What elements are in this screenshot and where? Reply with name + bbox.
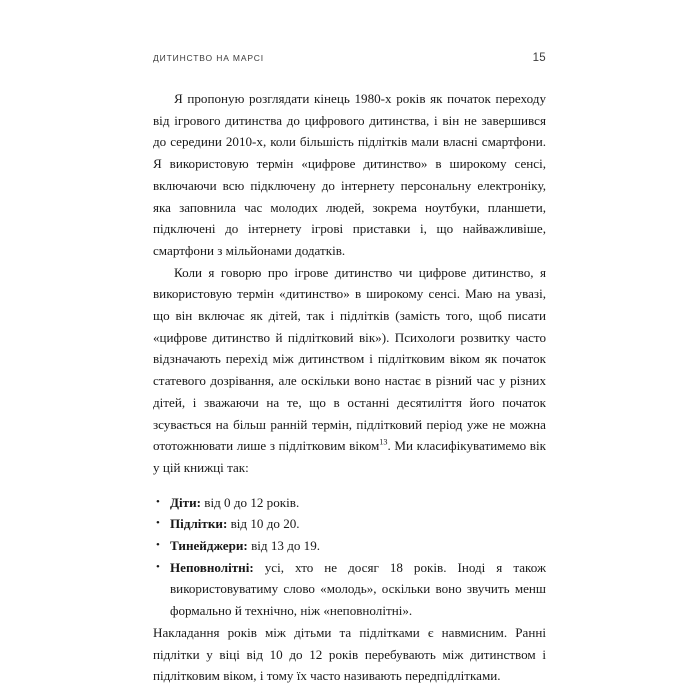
list-item-definition: усі, хто не досяг 18 років. Іноді я також використовуватиму слово «молодь», оскільки воно звучить менш формально й технічно, ніж «неповнолітні». (170, 559, 546, 619)
running-head (153, 52, 546, 64)
chapter-title: ДИТИНСТВО НА МАРСІ (153, 53, 265, 63)
list-item (153, 535, 546, 557)
list-item (153, 513, 546, 535)
list-item-term: Підлітки: (170, 516, 228, 532)
list-item-definition: від 13 до 19. (247, 538, 321, 554)
list-item-definition: від 10 до 20. (227, 516, 300, 532)
paragraph-1: Я пропоную розглядати кінець 1980-х років як початок переходу від ігрового дитинства до цифрового дитинства, і він не завершився до середини 2010-х, коли більшість підлітків мали власні смартфони. Я використовую термін «цифрове дитинство» в широкому сенсі, включаючи всю підключену до інтернету персональну електроніку, яка заповнила час молодих людей, зокрема ноутбуки, планшети, підключені до інтернету ігрові приставки і, що найважливіше, смартфони з мільйонами додатків. (153, 91, 546, 258)
paragraph-2-text-before-footnote: Коли я говорю про ігрове дитинство чи цифрове дитинство, я використовую термін «дитинство» в широкому сенсі. Маю на увазі, що він включає як дітей, так і підлітків (замість того, щоб писати «цифрове дитинство й підлітковий вік»). Психологи розвитку часто відзначають перехід між дитинством і підлітковим віком як початок статевого дозрівання, але оскільки воно настає в різний час у різних дітей, і зважаючи на те, що в останні десятиліття його початок зсувається на більш ранній термін, підлітковий період уже не можна ототожнювати лише з підлітковим віком (153, 264, 546, 454)
list-item-term: Діти: (170, 494, 201, 510)
paragraph-2-text-after-footnote: . Ми класифікуватимемо вік у цій книжці так: (153, 438, 546, 475)
text-block (153, 88, 546, 687)
list-item-term: Тинейджери: (170, 538, 248, 554)
page-number: 15 (532, 52, 546, 64)
paragraph-2 (153, 262, 546, 479)
list-item-term: Неповнолітні: (170, 559, 254, 575)
list-item (153, 557, 546, 622)
list-item-definition: від 0 до 12 років. (200, 494, 300, 510)
footnote-reference-13: 13 (379, 437, 388, 447)
age-definition-list (153, 492, 546, 622)
paragraph-3: Накладання років між дітьми та підлітками є навмисним. Ранні підлітки у віці від 10 до 12 років перебувають між дитинством і підлітковим віком, і тому їх часто називають передпідлітками. (153, 624, 546, 684)
list-item (153, 492, 546, 514)
